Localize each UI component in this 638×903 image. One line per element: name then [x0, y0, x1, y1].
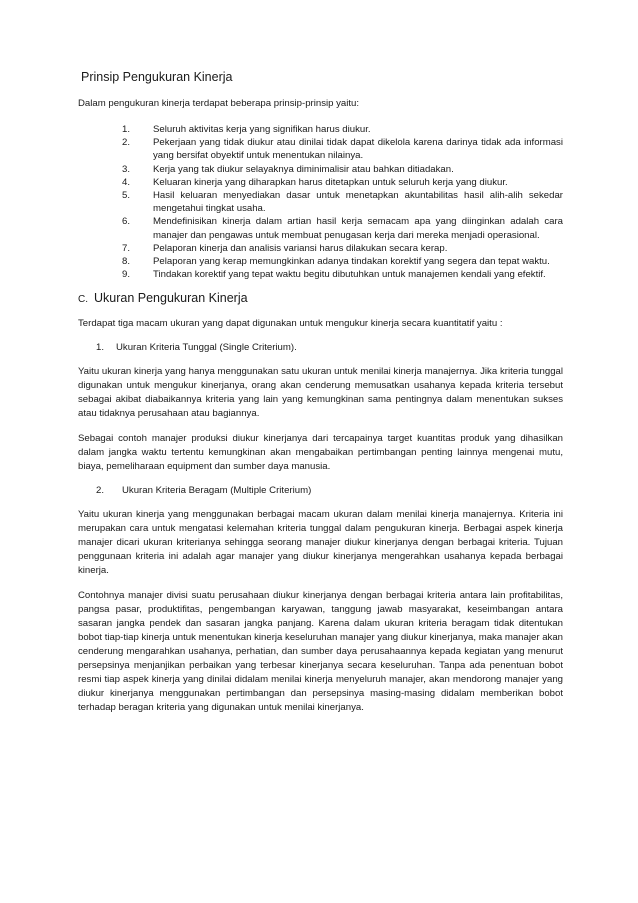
list-item: 7. Pelaporan kinerja dan analisis variansi harus dilakukan secara kerap. [122, 242, 448, 254]
list-item: 1. Seluruh aktivitas kerja yang signifikan harus diukur. [122, 124, 371, 135]
list-item: 8. Pelaporan yang kerap memungkinkan adanya tindakan korektif yang segera dan tepat waktu. [122, 256, 550, 268]
list-item: 6. Mendefinisikan kinerja dalam artian hasil kerja semacam apa yang diinginkan adalah cara manajer dan pengawas untuk membuat penugasan kerja dari mereka menjadi operasional. [122, 216, 563, 241]
list-item: 5. Hasil keluaran menyediakan dasar untuk menetapkan akuntabilitas hasil alih-alih sekedar mengetahui tingkat usaha. [122, 190, 563, 215]
paragraph: Yaitu ukuran kinerja yang hanya menggunakan satu ukuran untuk menilai kinerja manajernya. Jika kriteria tunggal digunakan untuk mengukur kinerjanya, orang akan cenderung memusatkan usahanya kepada kriteria tersebut sebagai akibat diabaikannya kriteria yang lain yang kemungkinan sama pentingnya dalam menentukan sukses atau tidaknya perusahaan atau bagiannya. [78, 366, 563, 420]
subsection-2-title: 2. Ukuran Kriteria Beragam (Multiple Criterium) [96, 485, 312, 497]
principles-list [78, 123, 563, 281]
document-page [78, 70, 563, 726]
section-c-letter: C. [78, 294, 88, 306]
paragraph: Yaitu ukuran kinerja yang menggunakan berbagai macam ukuran dalam menilai kinerja manajernya. Kriteria ini merupakan cara untuk mengatasi kelemahan kriteria tunggal dalam pengukuran kinerja. Berbagai aspek kinerja manajer dicari ukuran kriterianya sehingga seorang manajer diukur kinerjanya dengan berbagai kriteria. Tujuan penggunaan kriteria ini adalah agar manajer yang diukur kinerjanya mengerahkan usahanya kepada berbagai kinerja. [78, 509, 563, 577]
list-item: 3. Kerja yang tak diukur selayaknya diminimalisir atau bahkan ditiadakan. [122, 163, 454, 175]
paragraph: Contohnya manajer divisi suatu perusahaan diukur kinerjanya dengan berbagai kriteria antara lain profitabilitas, pangsa pasar, produktifitas, pengembangan karyawan, tanggung jawab masyarakat, keseimbangan antara sasaran jangka pendek dan sasaran jangka panjang. Karena dalam ukuran kriteria beragam tidak ditentukan bobot tiap-tiap kinerja untuk menentukan kinerja keseluruhan manajer yang diukur kinerjanya, maka manajer akan cenderung mengarahkan usahanya, perhatian, dan sumber daya perusahaannya kepada kegiatan yang menurut persepsinya menjanjikan perbaikan yang terbesar kinerjanya secara keseluruhan. Tanpa ada penentuan bobot resmi tiap aspek kinerja yang dinilai didalam menilai kinerja menyeluruh manajer, akan mendorong manajer yang diukur kinerjanya menggunakan pertimbangan dan persepsinya masing-masing didalam memberikan bobot terhadap beragan kriteria yang digunakan untuk menilai kinerjanya. [78, 590, 563, 714]
section-c-intro: Terdapat tiga macam ukuran yang dapat digunakan untuk mengukur kinerja secara kuantitatif yaitu : [78, 318, 503, 330]
section-b-intro: Dalam pengukuran kinerja terdapat beberapa prinsip-prinsip yaitu: [78, 98, 360, 109]
list-item: 2. Pekerjaan yang tidak diukur atau dinilai tidak dapat dikelola karena darinya tidak ada informasi yang bersifat obyektif untuk menentukan nilainya. [122, 137, 563, 162]
section-c-title: C. Ukuran Pengukuran Kinerja [78, 291, 248, 306]
list-item: 4. Keluaran kinerja yang diharapkan harus ditetapkan untuk seluruh kerja yang diukur. [122, 176, 508, 188]
section-b-title: Prinsip Pengukuran Kinerja [81, 70, 233, 84]
subsection-1-title: 1. Ukuran Kriteria Tunggal (Single Criterium). [96, 342, 297, 354]
paragraph: Sebagai contoh manajer produksi diukur kinerjanya dari tercapainya target kuantitas produk yang dihasilkan dalam jangka waktu tertentu kemungkinan akan mengabaikan pertimbangan penting lainnya mengenai mutu, biaya, pemeliharaan equipment dan sumber daya manusia. [78, 433, 563, 473]
list-item: 9. Tindakan korektif yang tepat waktu begitu dibutuhkan untuk manajemen kendali yang efektif. [122, 269, 546, 281]
